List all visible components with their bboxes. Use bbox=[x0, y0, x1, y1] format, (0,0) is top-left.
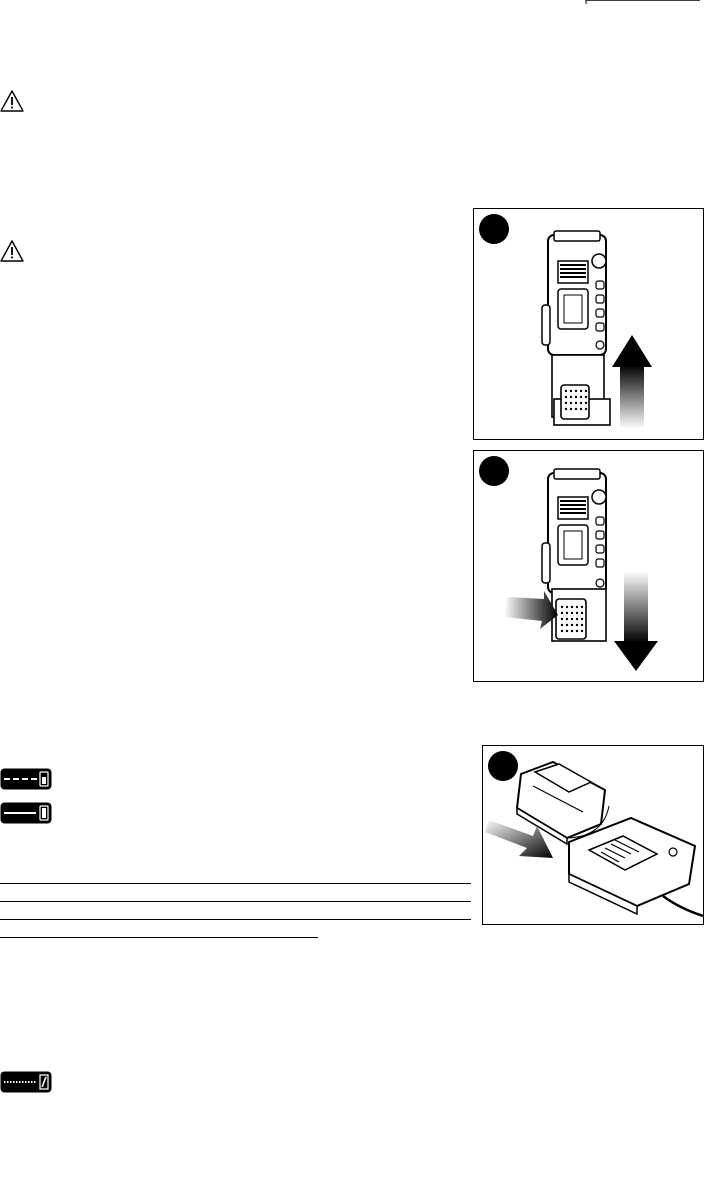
warning-triangle-icon bbox=[0, 90, 24, 112]
battery-charging-dashes-icon bbox=[0, 768, 52, 790]
table-rule bbox=[0, 919, 471, 920]
warning-triangle-icon bbox=[0, 240, 24, 262]
figure-remove-battery bbox=[473, 450, 704, 682]
flashlight-illustration bbox=[474, 451, 704, 682]
flashlight-illustration bbox=[474, 209, 704, 440]
figure-charger-insert bbox=[482, 745, 704, 925]
battery-fault-dotted-icon bbox=[0, 1071, 52, 1093]
table-rule bbox=[0, 937, 318, 938]
charger-illustration bbox=[483, 746, 704, 925]
battery-full-solid-icon bbox=[0, 802, 52, 824]
table-rule bbox=[0, 883, 471, 884]
figure-install-battery bbox=[473, 208, 704, 440]
table-rule bbox=[0, 901, 471, 902]
